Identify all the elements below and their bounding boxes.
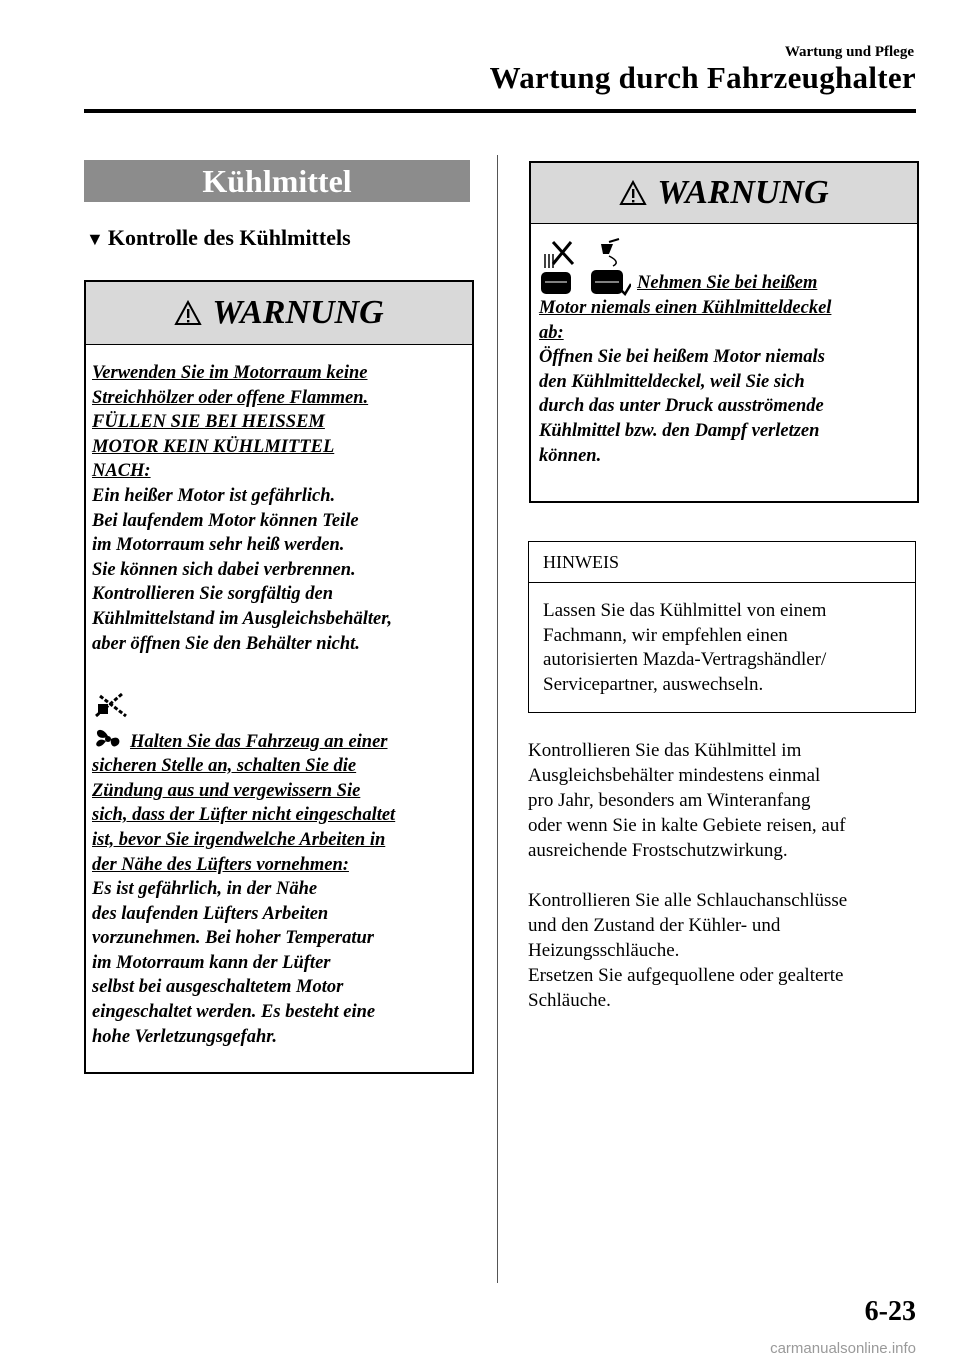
body-line: Ausgleichsbehälter mindestens einmal [528,765,821,786]
warning-line: aber öffnen Sie den Behälter nicht. [92,633,360,654]
warning-line: Ein heißer Motor ist gefährlich. [92,485,336,506]
warning-line: Öffnen Sie bei heißem Motor niemals [539,347,825,368]
warning-line: Sie können sich dabei verbrennen. [92,559,356,580]
warning-line: ist, bevor Sie irgendwelche Arbeiten in [92,829,386,850]
section-title: Kühlmittel [84,160,470,202]
header-rule [84,109,916,113]
warning-line: vorzunehmen. Bei hoher Temperatur [92,928,374,949]
warning-title-2: WARNUNG [657,174,829,211]
warning-line: im Motorraum sehr heiß werden. [92,535,345,556]
body-line: Kontrollieren Sie das Kühlmittel im [528,740,802,761]
note-line: Lassen Sie das Kühlmittel von einem [543,600,827,621]
triangle-bullet-icon: ▼ [86,229,104,249]
body-line: Schläuche. [528,990,611,1011]
note-title: HINWEIS [529,542,915,583]
cap-warning-first-line [539,238,911,296]
page-title: Wartung durch Fahrzeughalter [489,60,916,95]
warning-line: im Motorraum kann der Lüfter [92,952,331,973]
warning-line: Kühlmittelstand im Ausgleichsbehälter, [92,608,393,629]
body-line: Kontrollieren Sie alle Schlauchanschlüsse [528,890,848,911]
warning-title-1: WARNUNG [212,294,384,331]
warning-line: Streichhölzer oder offene Flammen. [92,387,369,408]
warning-line: FÜLLEN SIE BEI HEISSEM [92,412,325,433]
body-line: oder wenn Sie in kalte Gebiete reisen, auf [528,815,846,836]
body-line: und den Zustand der Kühler- und [528,915,781,936]
warning-line: Halten Sie das Fahrzeug an einer [130,731,388,752]
warning-line: Nehmen Sie bei heißem [637,273,818,294]
no-hands-icon [92,692,466,718]
warning-line: Bei laufendem Motor können Teile [92,510,359,531]
subheading [86,225,351,251]
page-number: 6-23 [864,1296,916,1327]
fan-icon [92,724,124,754]
subheading-text: Kontrolle des Kühlmittels [107,225,351,250]
warning-line: der Nähe des Lüfters vornehmen: [92,854,349,875]
warning-line: NACH: [92,461,151,482]
paragraph-2 [528,888,918,1013]
warning-line: Motor niemals einen Kühlmitteldeckel [539,298,832,318]
note-line: Servicepartner, auswechseln. [543,673,764,695]
warning-header-2 [531,163,917,224]
warning-line: des laufenden Lüfters Arbeiten [92,903,329,924]
warning-body-2 [531,224,917,468]
warning-line: Zündung aus und vergewissern Sie [92,780,361,801]
warning-body-1 [86,345,472,1049]
paragraph-1 [528,738,918,863]
warning-triangle-icon [174,300,202,326]
warning-box-1 [84,280,474,1074]
warning-line: Kontrollieren Sie sorgfältig den [92,584,334,605]
note-body [529,583,915,697]
body-line: Heizungsschläuche. [528,940,680,961]
warning-line: selbst bei ausgeschaltetem Motor [92,977,344,998]
warning-line: sich, dass der Lüfter nicht eingeschaltet [92,805,396,826]
body-line: ausreichende Frostschutzwirkung. [528,840,788,861]
warning-line: Kühlmittel bzw. den Dampf verletzen [539,420,820,441]
warning-box-2 [529,161,919,503]
note-box [528,541,916,713]
warning-line: eingeschaltet werden. Es besteht eine [92,1002,376,1023]
chapter-label: Wartung und Pflege [784,44,914,60]
note-line: Fachmann, wir empfehlen einen [543,624,788,646]
warning-line: hohe Verletzungsgefahr. [92,1026,278,1047]
warning-line: Verwenden Sie im Motorraum keine [92,363,368,383]
warning-line: den Kühlmitteldeckel, weil Sie sich [539,371,805,392]
warning-line: können. [539,445,602,466]
warning-line: ab: [539,322,564,343]
body-line: Ersetzen Sie aufgequollene oder gealterte [528,965,844,986]
warning-header-1 [86,282,472,345]
warning-line: MOTOR KEIN KÜHLMITTEL [92,436,335,457]
warning-triangle-icon [619,180,647,206]
hot-coolant-cap-icon [539,238,631,296]
warning-line: durch das unter Druck ausströmende [539,396,824,417]
column-divider [497,155,498,1283]
warning-line: Es ist gefährlich, in der Nähe [92,879,318,900]
fan-warning-first-line [92,724,466,754]
warning-line: sicheren Stelle an, schalten Sie die [92,756,357,777]
body-line: pro Jahr, besonders am Winteranfang [528,790,811,811]
watermark: carmanualsonline.info [770,1340,916,1357]
note-line: autorisierten Mazda-Vertragshändler/ [543,649,827,671]
